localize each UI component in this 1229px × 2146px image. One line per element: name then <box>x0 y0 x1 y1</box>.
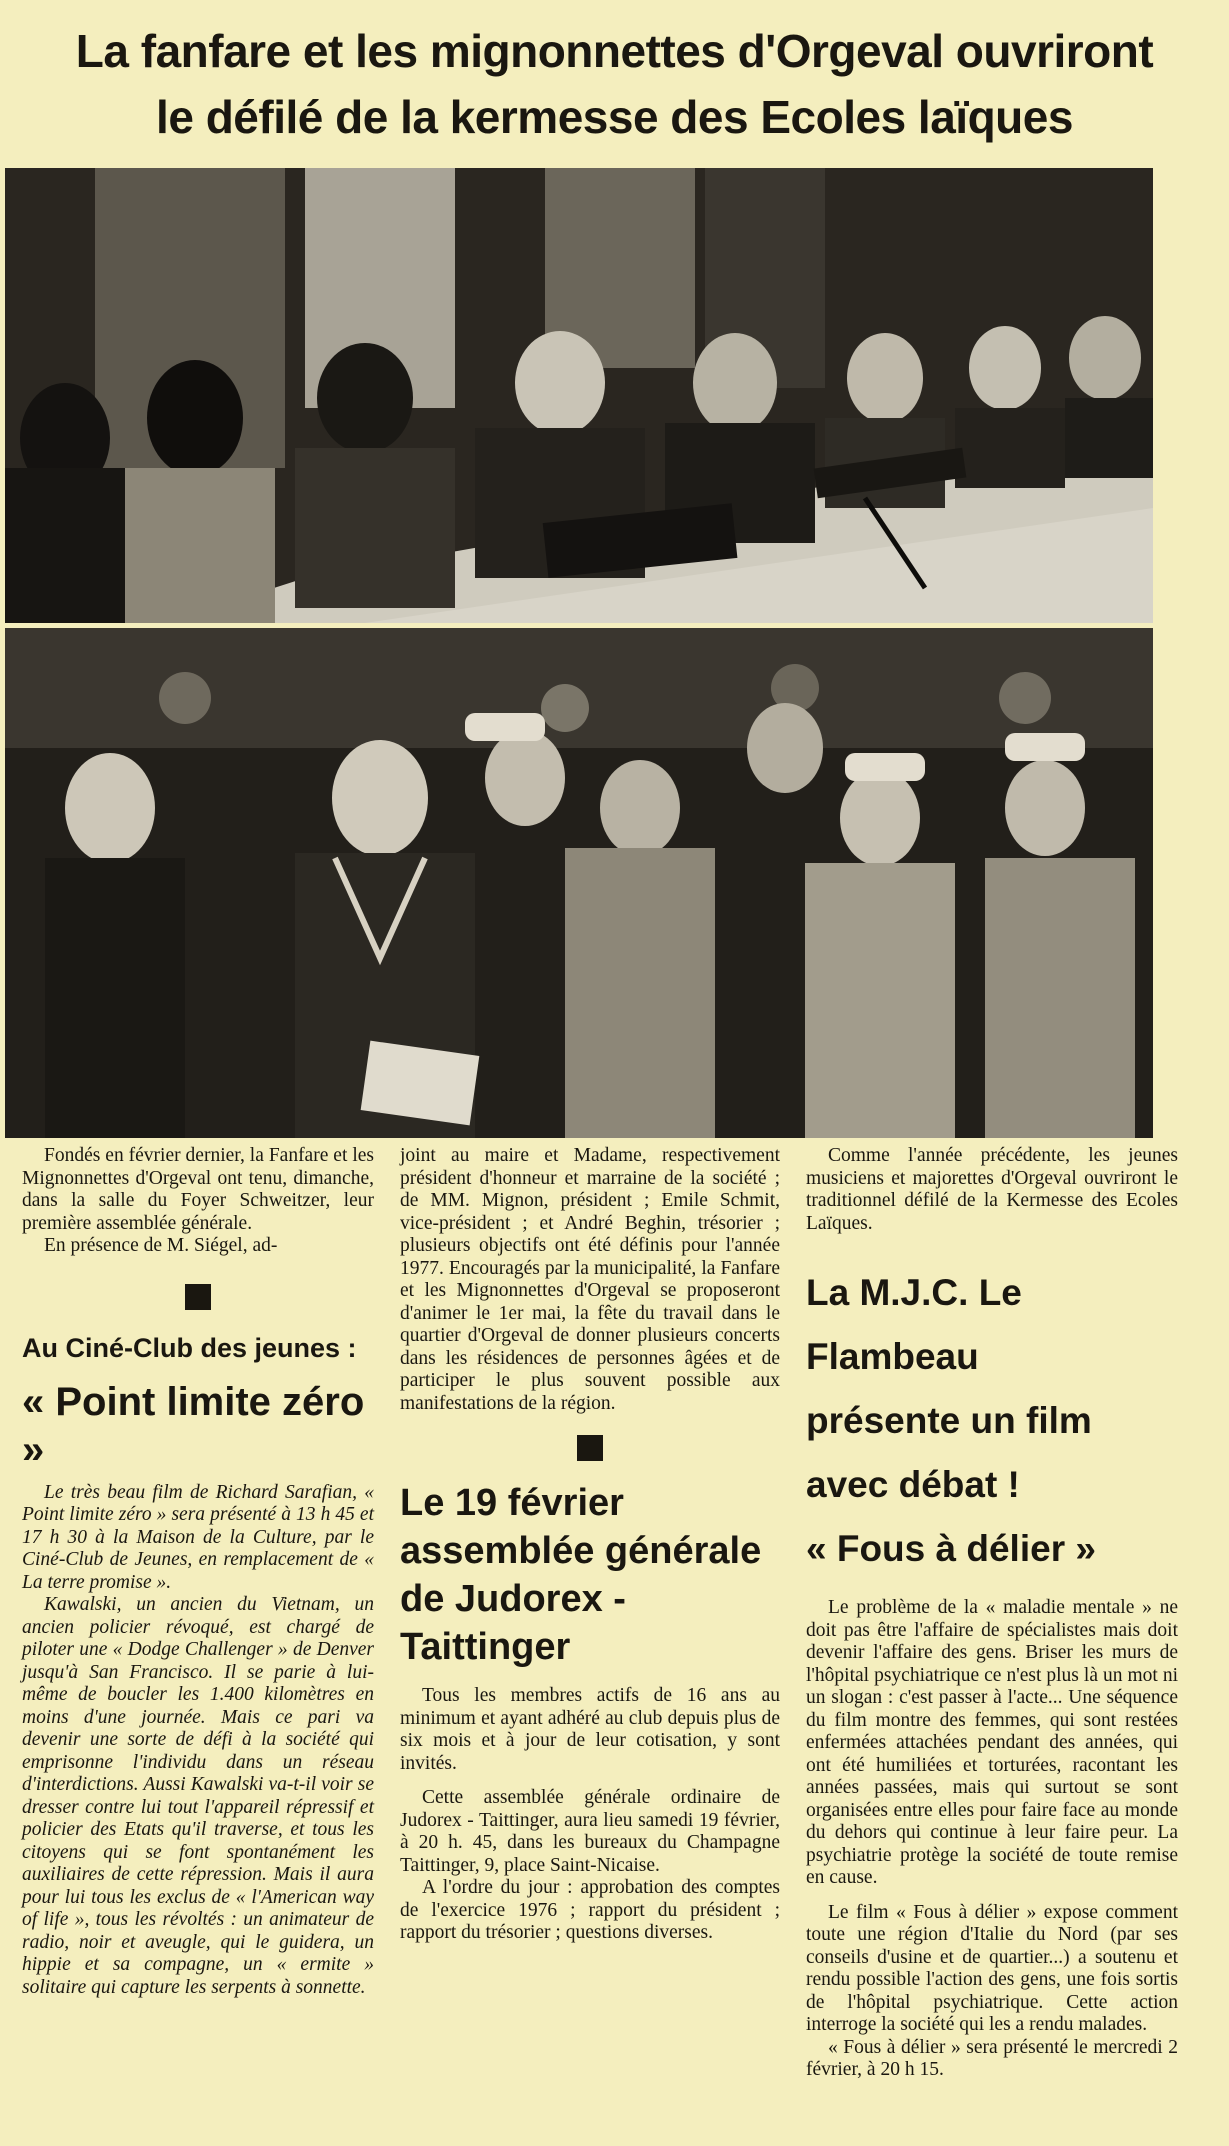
column-2 <box>400 1145 780 1945</box>
cine-club-title: « Point limite zéro » <box>22 1379 365 1472</box>
mjc-title-line-4: « Fous à délier » <box>806 1528 1096 1569</box>
article-paragraph: « Fous à délier » sera présenté le mercredi 2 février, à 20 h 15. <box>806 2036 1178 2080</box>
article-paragraph: Le très beau film de Richard Sarafian, « Point limite zéro » sera présenté à 13 h 45 et 17 h 30 à la Maison de la Culture, par le Ciné-Club de Jeunes, en remplacement de « La terre promise ». <box>22 1481 374 1593</box>
mjc-title-line-3: avec débat ! <box>806 1464 1020 1505</box>
mjc-title <box>806 1261 1178 1581</box>
article-paragraph: Cette assemblée générale ordinaire de Judorex - Taittinger, aura lieu samedi 19 février, à 20 h. 45, dans les bureaux du Champagne Taittinger, 9, place Saint-Nicaise. <box>400 1787 780 1876</box>
judorex-title <box>400 1479 780 1671</box>
judorex-title-line-1: Le 19 février <box>400 1482 624 1524</box>
photo-meeting-table <box>5 168 1153 623</box>
article-paragraph: Comme l'année précédente, les jeunes musiciens et majorettes d'Orgeval ouvriront le traditionnel défilé de la Kermesse des Ecoles Laïques. <box>806 1145 1178 1234</box>
mjc-title-line-2: présente un film <box>806 1400 1092 1441</box>
article-paragraph: En présence de M. Siégel, ad- <box>44 1235 278 1256</box>
article-paragraph: Le film « Fous à délier » expose comment toute une région d'Italie du Nord (par ses conseils d'usine et de quartier...) a soutenu et rendu possible l'action des gens, une fois sortis de l'hôpital psychiatrique. Cette action interroge la société qui les a rendu malades. <box>806 1901 1178 2035</box>
section-separator <box>577 1435 603 1461</box>
photo-audience-majorettes <box>5 628 1153 1138</box>
judorex-title-line-2: assemblée générale <box>400 1530 762 1572</box>
headline <box>0 18 1229 150</box>
article-paragraph: Le problème de la « maladie mentale » ne doit pas être l'affaire de spécialistes mais doit devenir l'affaire des gens. Briser les murs de l'hôpital psychiatrique ce n'est plus là un mot ni un slogan : c'est passer à l'acte... Une séquence du film montre des femmes, qui sont restées enfermées attachées pendant des années, qui ont été humiliées et torturées, racontant les années passées, mais qui surtout se sont organisées entre elles pour faire face au monde du dehors qui continue à leur faire peur. La psychiatrie protège la société de toute remise en cause. <box>806 1597 1178 1888</box>
headline-line-2: le défilé de la kermesse des Ecoles laïques <box>156 91 1073 143</box>
article-paragraph: Kawalski, un ancien du Vietnam, un ancien policier révoqué, est chargé de piloter une « Dodge Challenger » de Denver jusqu'à San Francisco. Il se parie à lui-même de boucler les 1.400 kilomètres en moins d'une journée. Mais ce pari va devenir une sorte de défi à la société qui emprisonne l'individu dans un réseau d'interdictions. Aussi Kawalski va-t-il voir se dresser contre lui tout l'appareil répressif et policier des Etats qu'il traverse, et tous les citoyens qui se font spontanément les auxiliaires de cette répression. Mais il aura pour lui tous les exclus de « l'American way of life », tous les révoltés : un animateur de radio, noir et aveugle, qui le guidera, un hippie et sa compagne, un « ermite » solitaire qui capture les serpents à sonnette. <box>22 1594 374 1998</box>
mjc-title-line-1: La M.J.C. Le Flambeau <box>806 1272 1022 1377</box>
section-separator <box>185 1284 211 1310</box>
cine-club-kicker: Au Ciné-Club des jeunes : <box>22 1332 357 1363</box>
judorex-title-line-3: de Judorex - <box>400 1578 626 1620</box>
article-paragraph: joint au maire et Madame, respectivement président d'honneur et marraine de la société ; de MM. Mignon, président ; Emile Schmit, vice-président ; et André Beghin, trésorier ; plusieurs objectifs ont été définis pour l'année 1977. Encouragés par la municipalité, la Fanfare et les Mignonnettes d'Orgeval se proposeront d'animer le 1er mai, la fête du travail dans le quartier d'Orgeval de donner plusieurs concerts dans les résidences de personnes âgées et de participer le plus souvent possible aux manifestations de la région. <box>400 1145 780 1414</box>
article-paragraph: Tous les membres actifs de 16 ans au minimum et ayant adhéré au club depuis plus de six mois et à jour de leur cotisation, y sont invités. <box>400 1685 780 1774</box>
judorex-title-line-4: Taittinger <box>400 1626 571 1668</box>
column-1 <box>22 1145 374 1999</box>
article-paragraph: A l'ordre du jour : approbation des comptes de l'exercice 1976 ; rapport du président ; rapport du trésorier ; questions diverses. <box>400 1877 780 1943</box>
column-3 <box>806 1145 1178 2082</box>
headline-line-1: La fanfare et les mignonnettes d'Orgeval ouvriront <box>75 25 1154 77</box>
article-paragraph: Fondés en février dernier, la Fanfare et les Mignonnettes d'Orgeval ont tenu, dimanche, dans la salle du Foyer Schweitzer, leur première assemblée générale. <box>22 1145 374 1234</box>
